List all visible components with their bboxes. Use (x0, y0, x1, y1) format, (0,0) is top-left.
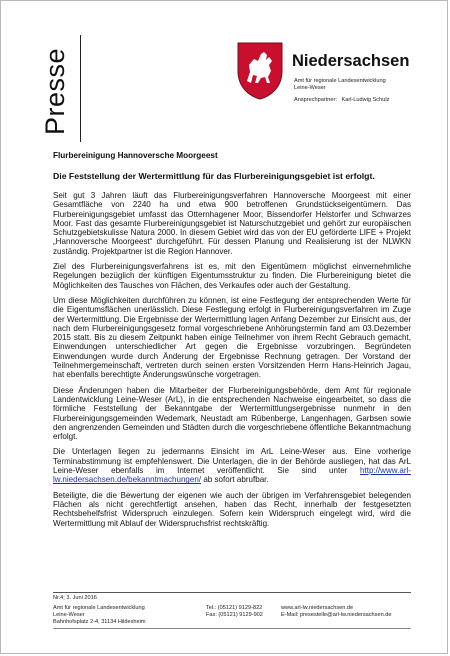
footer-web (281, 605, 391, 619)
paragraph-text: Die Unterlagen liegen zu jedermanns Einsicht im ArL Leine-Weser aus. Eine vorherige Terminabstimmung ist empfehlenswert. Die Unterlagen, die in der Behörde ausliegen, hat das ArL Leine-Weser ebenfalls im Internet veröffentlicht. Sie sind unter (53, 447, 411, 476)
department-line: Amt für regionale Landesentwicklung (294, 78, 386, 84)
paragraph: Seit gut 3 Jahren läuft das Flurbereinigungsverfahren Hannoversche Moorgeest mit einer Gesamtfläche von 2240 ha und etwa 900 betroffenen Grundstückseigentümern. Das Flurbereinigungsgebiet umfasst das Otternhagener Moor, Bissendorfer Helstorfer und Schwarzes Moor. Fast das gesamte Flurbereinigungsgebiet ist Naturschutzgebiet und gehört zur europäischen Schutzgebietskulisse Natura 2000. In diesem Gebiet wird das von der EU geförderte LIFE + Projekt „Hannoversche Moorgeest“ durchgeführt. Für dessen Planung und Realisierung ist der NLWKN zuständig. Projektpartner ist die Region Hannover. (53, 191, 411, 256)
paragraph (53, 447, 411, 484)
footer-address (53, 605, 146, 626)
contact-name: Karl-Ludwig Schulz (341, 97, 390, 103)
issue-number-date: Nr.4; 3. Juni 2016 (53, 595, 97, 601)
topic-title: Flurbereinigung Hannoversche Moorgeest (53, 151, 218, 160)
footer-divider (53, 592, 411, 593)
footer-phone (206, 605, 263, 619)
footer-bottom-line (53, 628, 411, 629)
niedersachsen-coat-of-arms-icon (236, 41, 284, 101)
paragraph-text: ab sofort abrufbar. (203, 475, 269, 485)
website-link[interactable]: www.arl-lw.niedersachsen.de (281, 605, 354, 611)
paragraph: Um diese Möglichkeiten durchführen zu können, ist eine Festlegung der entsprechenden Werte für die Eigentumsflächen unerlässlich. Diese Festlegung erfolgt in Flurbereinigungsverfahren im Zuge der Wertermittlung. Die Ergebnisse der Wertermittlung lagen Anfang Dezember zur Einsicht aus, der nach dem Flurbereinigungsgesetz formal vorgeschriebene Anhörungstermin fand am 03.Dezember 2015 statt. Bis zu diesem Zeitpunkt haben einige Teilnehmer von ihrem Recht Gebrauch gemacht, Einwendungen unterschiedlicher Art gegen die Ergebnisse vorzubringen. Begründeten Einwendungen wurde durch Änderung der Ergebnisse Rechnung getragen. Der Vorstand der Teilnehmergemeinschaft, vertreten durch seinen ersten Vorsitzenden Herrn Hans-Heinrich Jagau, hat ebenfalls berechtigte Änderungswünsche vorgetragen. (53, 295, 411, 380)
phone-line: Tel.: (05121) 9129-822 (206, 605, 263, 611)
header-divider (80, 35, 81, 142)
contact-person (294, 97, 389, 103)
paragraph: Ziel des Flurbereinigungsverfahrens ist es, mit den Eigentümern möglichst einvernehmliche Regelungen bezüglich der künftigen Eigentumsstruktur zu finden. Die Flurbereinigung bietet die Möglichkeiten des Tausches von Flächen, des Verkaufes oder auch der Gestaltung. (53, 262, 411, 290)
presse-label: Presse (40, 47, 70, 135)
address-line: Leine-Weser (53, 612, 85, 618)
article-body (53, 191, 411, 534)
paragraph: Beteiligte, die die Bewertung der eigenen wie auch der übrigen im Verfahrensgebiet belegenden Flächen als nicht gerechtfertigt ansehen, haben das Recht, innerhalb der festgesetzten Rechtsbehelfsfrist Widerspruch einzulegen. Sofern kein Widerspruch eingelegt wird, wird die Wertermittlung mit Ablauf der Widerspruchsfrist rechtskräftig. (53, 490, 411, 528)
email-link[interactable]: E-Mail: presestelle@arl-lw.niedersachsen.de (281, 612, 392, 618)
contact-label: Ansprechpartner: (294, 97, 337, 103)
brand-name: Niedersachsen (292, 52, 410, 70)
address-line: Bahnhofsplatz 2-4, 31134 Hildesheim (53, 619, 146, 625)
announcements-link[interactable]: http://www.arl-lw.niedersachsen.de/bekanntmachungen/ (53, 466, 411, 485)
paragraph: Diese Änderungen haben die Mitarbeiter der Flurbereinigungsbehörde, dem Amt für regionale Landentwicklung Leine-Weser (ArL), in die entsprechenden Nachweise eingearbeitet, so dass die förmliche Feststellung der Bekanntgabe der Wertermittlungsergebnisse nunmehr in den Flurbereinigungsgemeinden Wedemark, Neustadt am Rübenberge, Langenhagen, Garbsen sowie den angrenzenden Gemeinden und Städten durch die vorgeschriebene öffentliche Bekanntmachung erfolgt. (53, 385, 411, 442)
fax-line: Fax: (05121) 9129-902 (206, 612, 263, 618)
address-line: Amt für regionale Landesentwicklung (53, 605, 145, 611)
headline: Die Feststellung der Wertermittlung für das Flurbereinigungsgebiet ist erfolgt. (53, 171, 375, 181)
department-name (294, 78, 386, 92)
department-line: Leine-Weser (294, 85, 326, 91)
